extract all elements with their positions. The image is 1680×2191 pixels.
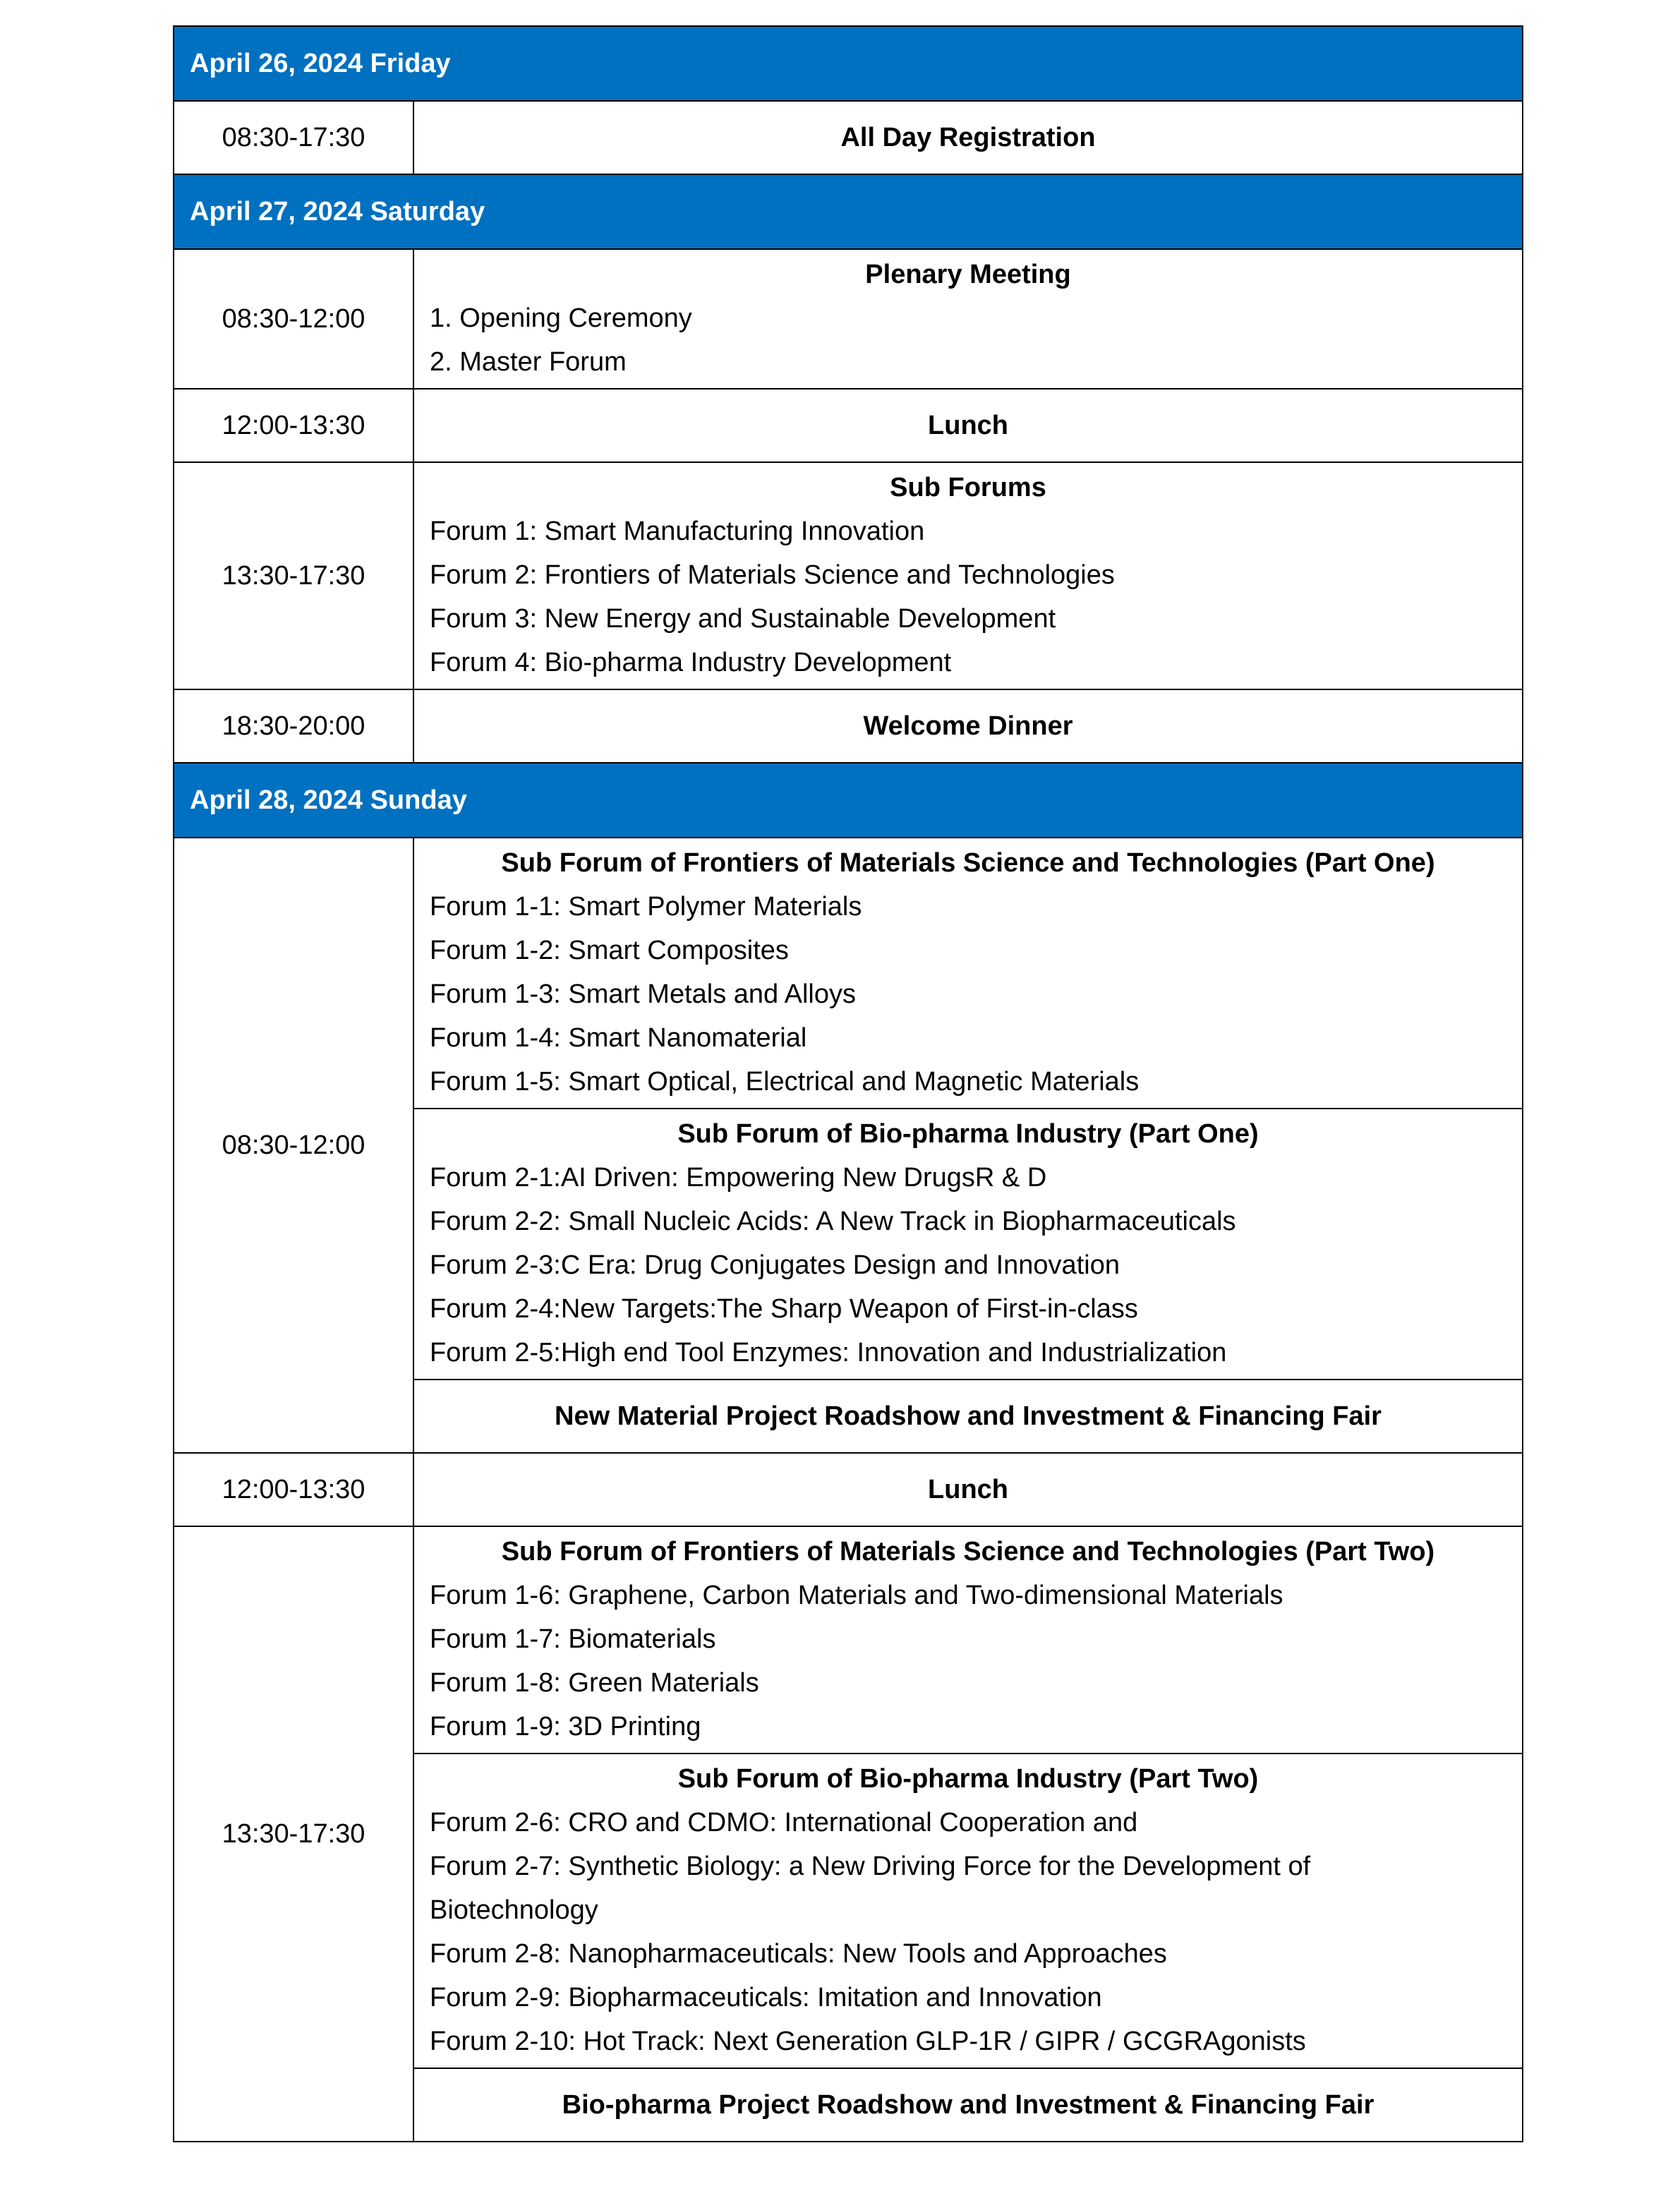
list-item: Forum 2: Frontiers of Materials Science and Technologies xyxy=(430,560,1115,590)
list-item: Forum 2-3:C Era: Drug Conjugates Design and Innovation xyxy=(430,1250,1120,1280)
session-cell xyxy=(413,1526,1523,2142)
session-cell xyxy=(413,462,1523,689)
session-cell xyxy=(413,838,1523,1453)
time-cell: 12:00-13:30 xyxy=(174,389,413,462)
session-title: Sub Forums xyxy=(890,473,1046,502)
list-item: Forum 1-1: Smart Polymer Materials xyxy=(430,892,862,922)
list-item: Forum 1-8: Green Materials xyxy=(430,1668,759,1698)
sub-forum-title: Sub Forum of Bio-pharma Industry (Part Two) xyxy=(677,1764,1259,1794)
list-item: Forum 1-4: Smart Nanomaterial xyxy=(430,1023,807,1053)
time-cell: 08:30-12:00 xyxy=(174,838,413,1453)
session-title: Welcome Dinner xyxy=(413,689,1523,763)
roadshow-title: Bio-pharma Project Roadshow and Investment & Financing Fair xyxy=(414,2068,1522,2141)
list-item: Forum 4: Bio-pharma Industry Development xyxy=(430,648,952,677)
list-item: Biotechnology xyxy=(430,1895,598,1925)
schedule-row xyxy=(174,689,1523,763)
time-cell: 13:30-17:30 xyxy=(174,1526,413,2142)
list-item: Forum 2-8: Nanopharmaceuticals: New Tools and Approaches xyxy=(430,1939,1167,1969)
session-cell xyxy=(413,249,1523,389)
sub-forum-block xyxy=(414,1527,1522,1753)
list-item: Forum 2-1:AI Driven: Empowering New DrugsR & D xyxy=(430,1163,1047,1193)
roadshow-title: New Material Project Roadshow and Investment & Financing Fair xyxy=(414,1379,1522,1452)
day-header-april-28 xyxy=(174,763,1523,838)
schedule-row xyxy=(174,1453,1523,1526)
list-item: Forum 1-2: Smart Composites xyxy=(430,936,789,965)
session-title: Lunch xyxy=(413,389,1523,462)
day-header-april-27 xyxy=(174,174,1523,249)
list-item: Forum 2-6: CRO and CDMO: International Cooperation and xyxy=(430,1808,1138,1837)
list-item: Forum 1-5: Smart Optical, Electrical and Magnetic Materials xyxy=(430,1067,1140,1097)
list-item: Forum 2-9: Biopharmaceuticals: Imitation and Innovation xyxy=(430,1983,1102,2012)
sub-forum-title: Sub Forum of Bio-pharma Industry (Part One) xyxy=(677,1119,1259,1149)
time-cell: 18:30-20:00 xyxy=(174,689,413,763)
list-item: Forum 1-9: 3D Printing xyxy=(430,1712,701,1742)
list-item: 1. Opening Ceremony xyxy=(430,303,692,333)
schedule-row xyxy=(174,1526,1523,2142)
time-cell: 08:30-17:30 xyxy=(174,101,413,174)
time-cell: 12:00-13:30 xyxy=(174,1453,413,1526)
session-title: Plenary Meeting xyxy=(865,260,1071,289)
time-cell: 08:30-12:00 xyxy=(174,249,413,389)
session-title: All Day Registration xyxy=(413,101,1523,174)
time-cell: 13:30-17:30 xyxy=(174,462,413,689)
sub-forum-title: Sub Forum of Frontiers of Materials Science and Technologies (Part One) xyxy=(501,848,1435,878)
day-label: April 28, 2024 Sunday xyxy=(174,763,1523,838)
day-header-april-26 xyxy=(174,26,1523,101)
sub-forum-title: Sub Forum of Frontiers of Materials Science and Technologies (Part Two) xyxy=(501,1537,1435,1567)
sub-forum-block xyxy=(414,838,1522,1108)
day-label: April 27, 2024 Saturday xyxy=(174,174,1523,249)
schedule-row xyxy=(174,462,1523,689)
list-item: Forum 2-5:High end Tool Enzymes: Innovation and Industrialization xyxy=(430,1338,1227,1368)
schedule-row xyxy=(174,389,1523,462)
list-item: Forum 3: New Energy and Sustainable Development xyxy=(430,604,1056,634)
sub-forum-block xyxy=(414,1108,1522,1379)
list-item: Forum 2-10: Hot Track: Next Generation GLP-1R / GIPR / GCGRAgonists xyxy=(430,2027,1306,2056)
list-item: Forum 1-6: Graphene, Carbon Materials and Two-dimensional Materials xyxy=(430,1581,1283,1610)
list-item: Forum 1-7: Biomaterials xyxy=(430,1624,716,1654)
schedule-row xyxy=(174,838,1523,1453)
list-item: Forum 2-2: Small Nucleic Acids: A New Track in Biopharmaceuticals xyxy=(430,1207,1236,1236)
list-item: Forum 1-3: Smart Metals and Alloys xyxy=(430,979,856,1009)
list-item: Forum 1: Smart Manufacturing Innovation xyxy=(430,517,925,546)
schedule-row xyxy=(174,249,1523,389)
list-item: Forum 2-7: Synthetic Biology: a New Driving Force for the Development of xyxy=(430,1852,1311,1881)
schedule-table xyxy=(173,25,1523,2142)
schedule-row xyxy=(174,101,1523,174)
list-item: 2. Master Forum xyxy=(430,347,627,377)
day-label: April 26, 2024 Friday xyxy=(174,26,1523,101)
sub-forum-block xyxy=(414,1753,1522,2068)
list-item: Forum 2-4:New Targets:The Sharp Weapon of First-in-class xyxy=(430,1294,1138,1324)
session-title: Lunch xyxy=(413,1453,1523,1526)
